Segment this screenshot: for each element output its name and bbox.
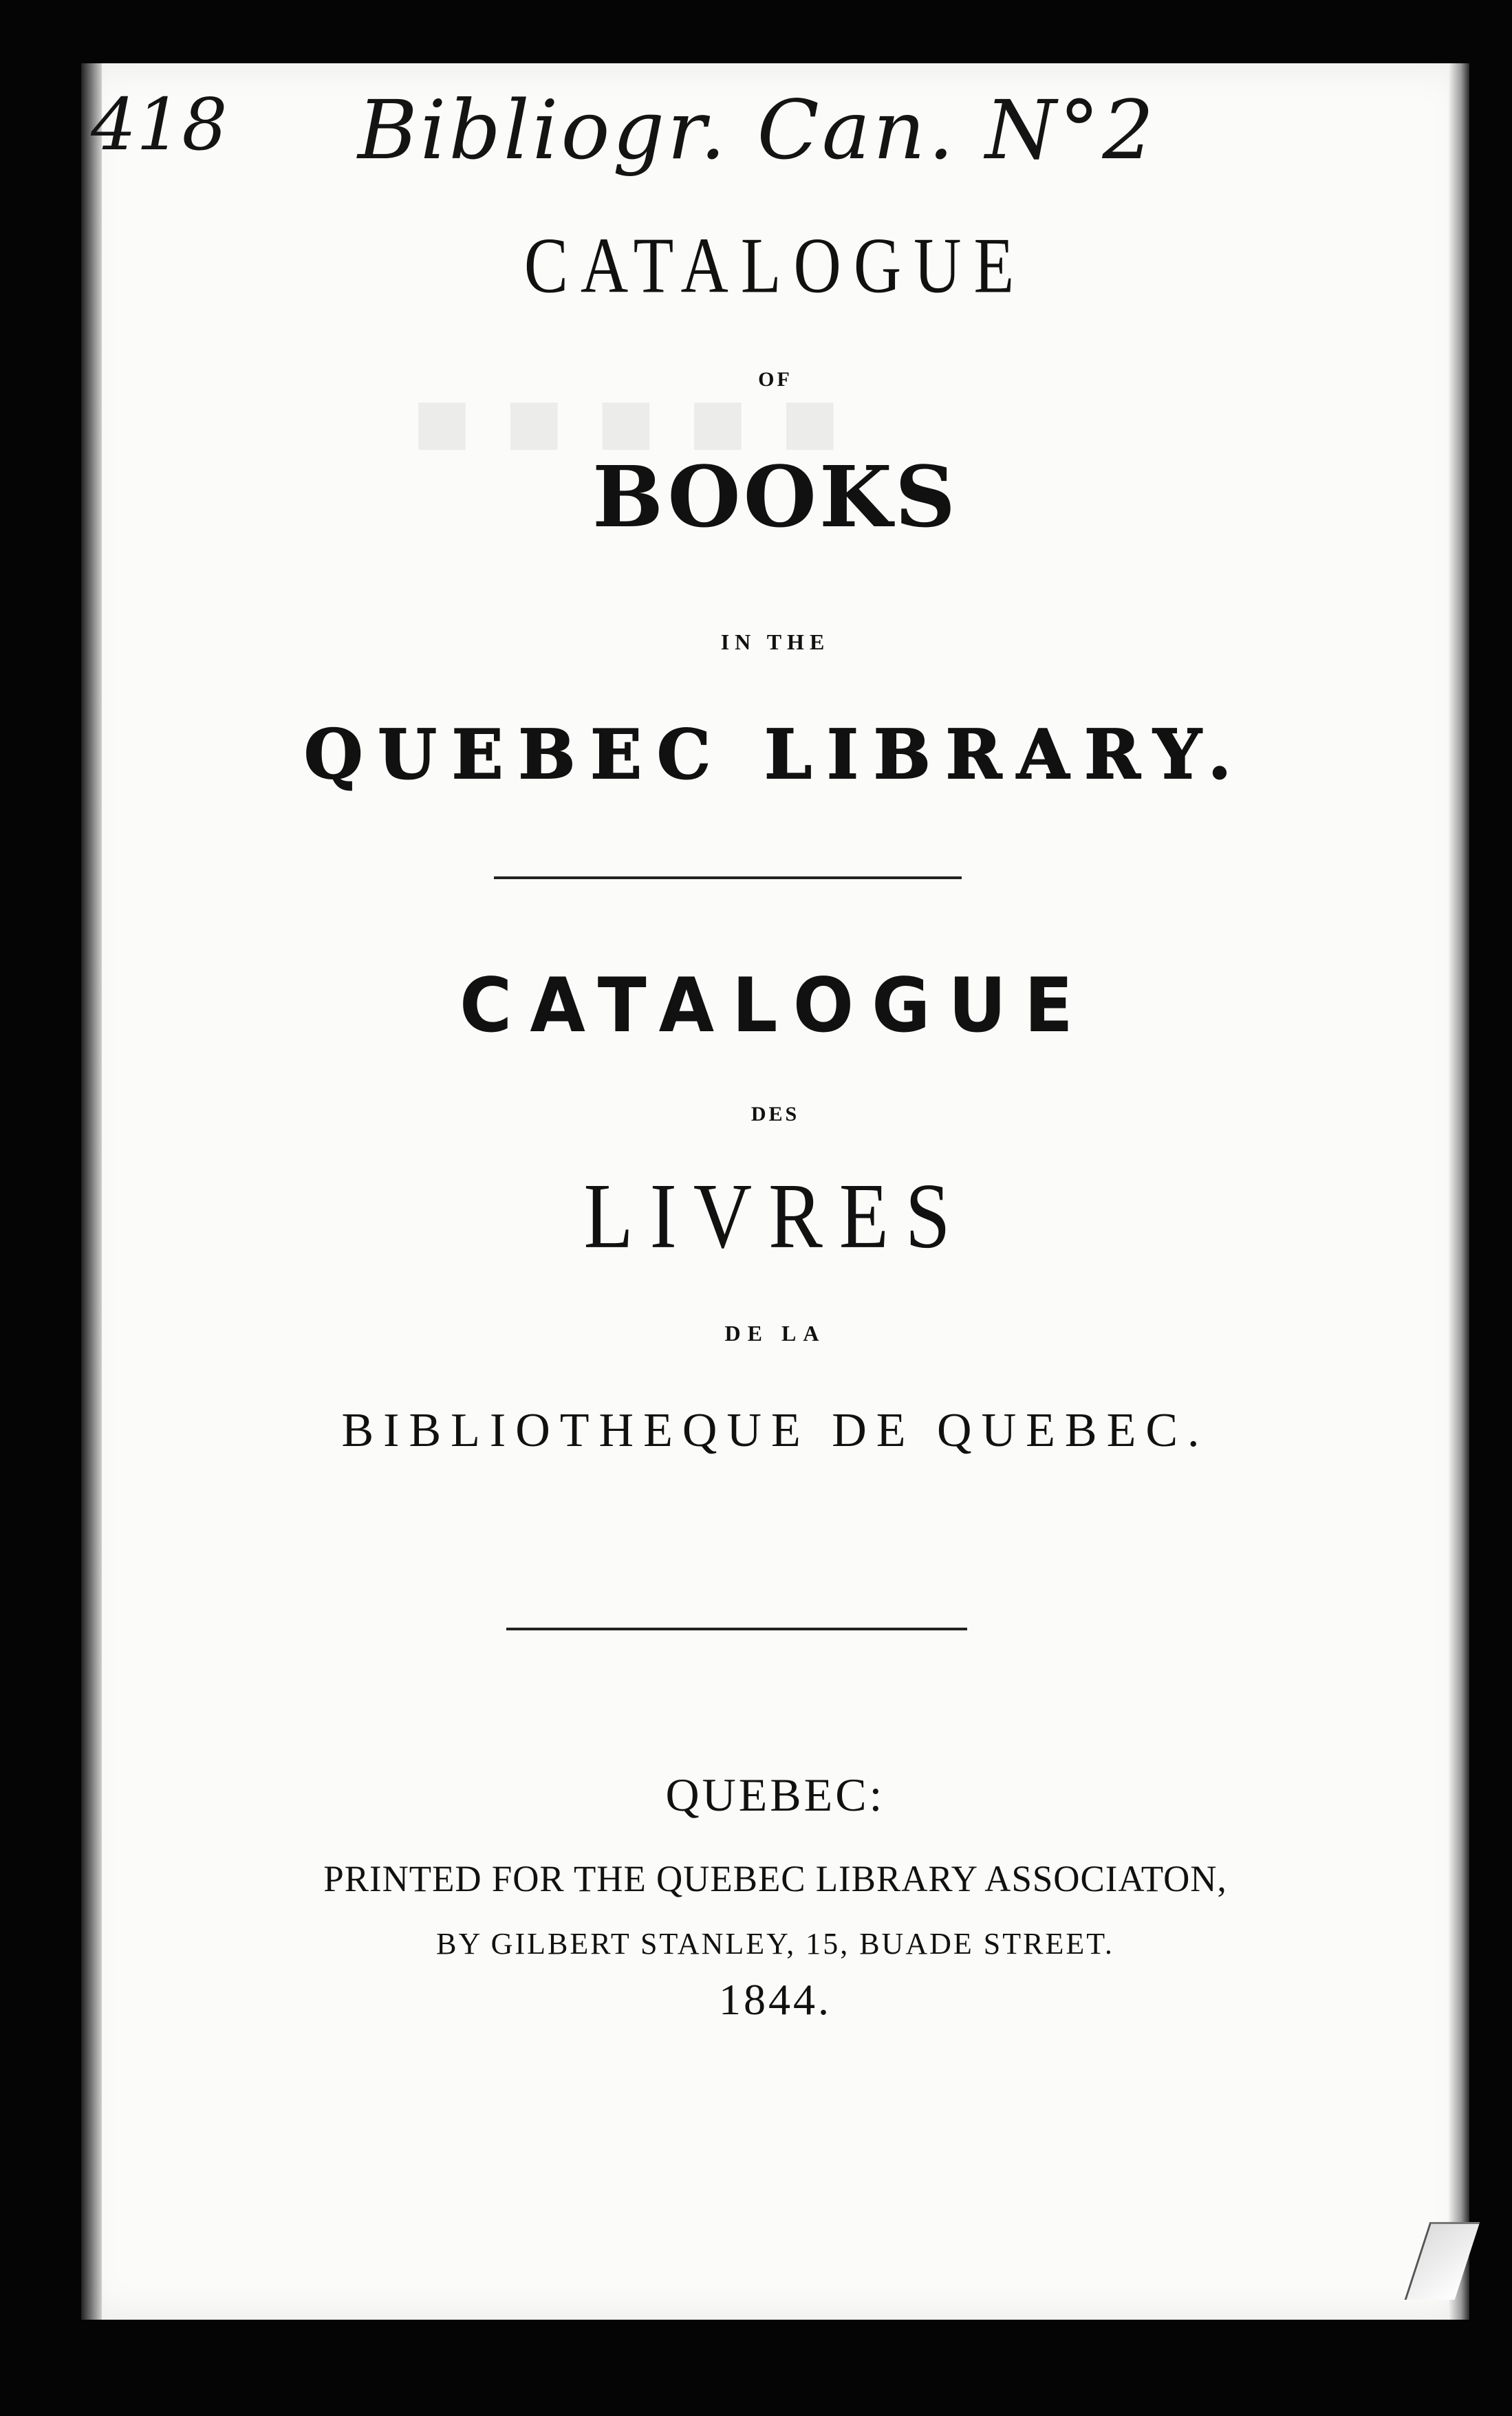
livres-heading: LIVRES xyxy=(583,1164,967,1268)
in-the-label: IN THE xyxy=(720,629,830,654)
quebec-library-heading: QUEBEC LIBRARY. xyxy=(303,715,1247,795)
divider-rule-top xyxy=(494,876,962,879)
books-heading: BOOKS xyxy=(592,447,959,546)
bibliotheque-heading: BIBLIOTHEQUE DE QUEBEC. xyxy=(341,1404,1209,1457)
imprint-place: QUEBEC: xyxy=(665,1769,885,1821)
divider-rule-bottom xyxy=(506,1628,967,1630)
imprint-printed-for: PRINTED FOR THE QUEBEC LIBRARY ASSOCIATON, xyxy=(323,1858,1227,1899)
bibliographic-note-annotation: Bibliogr. Can. N°2 xyxy=(358,83,1157,177)
catalogue-heading-fr: CATALOGUE xyxy=(460,960,1091,1050)
imprint-year: 1844. xyxy=(719,1975,832,2024)
catalogue-number-annotation: 418 xyxy=(91,83,228,166)
de-la-label: DE LA xyxy=(724,1321,826,1346)
imprint-printer: BY GILBERT STANLEY, 15, BUADE STREET. xyxy=(436,1927,1114,1961)
catalogue-heading-en: CATALOGUE xyxy=(523,221,1027,310)
des-label: DES xyxy=(750,1103,800,1125)
bleed-through-ghost: ■ ■ ■ ■ ■ xyxy=(413,385,846,457)
of-label: OF xyxy=(758,368,792,391)
